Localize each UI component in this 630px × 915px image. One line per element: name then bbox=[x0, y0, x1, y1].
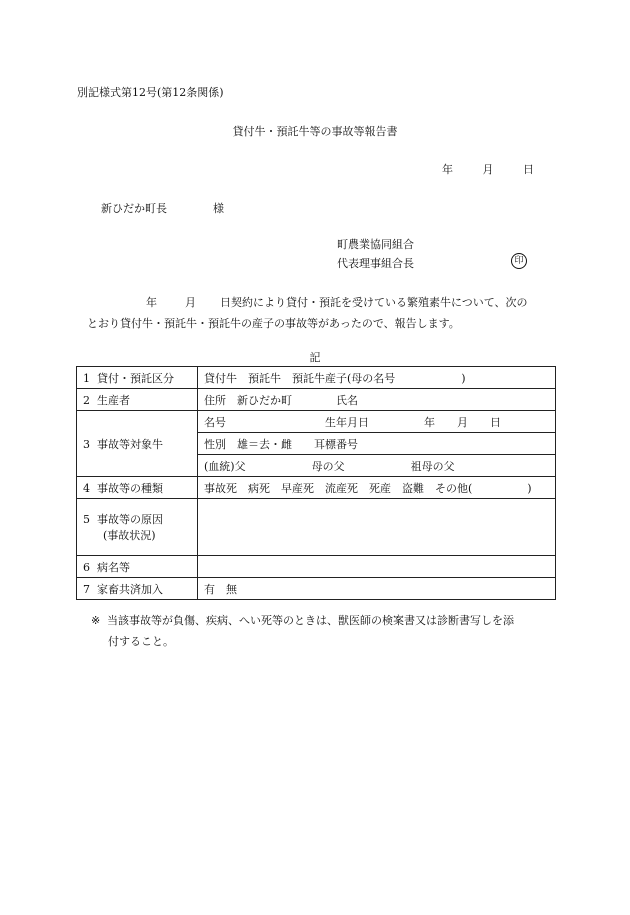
row-number: 5 bbox=[83, 513, 90, 526]
row-label bbox=[77, 389, 198, 411]
accident-type-field[interactable]: 事故死 病死 早産死 流産死 死産 盗難 その他( ) bbox=[198, 477, 556, 499]
note-line-2: 付すること。 bbox=[108, 635, 174, 648]
table-row bbox=[77, 411, 556, 433]
body-line-1 bbox=[146, 294, 528, 310]
sender-org: 町農業協同組合 bbox=[337, 238, 414, 251]
report-table bbox=[76, 366, 556, 600]
row-number: 4 bbox=[83, 481, 90, 495]
body-year: 年 bbox=[146, 296, 157, 309]
row-number: 3 bbox=[83, 437, 90, 451]
row-label bbox=[77, 411, 198, 477]
document-title: 貸付牛・預託牛等の事故等報告書 bbox=[232, 125, 398, 138]
addressee-honorific: 様 bbox=[213, 202, 224, 215]
body-month: 月 bbox=[185, 296, 196, 309]
label-text: 事故等の種類 bbox=[97, 481, 163, 495]
row-number: 6 bbox=[83, 560, 90, 574]
form-number: 別記様式第12号(第12条関係) bbox=[77, 86, 224, 99]
addressee bbox=[101, 200, 224, 216]
cattle-sex-field[interactable]: 性別 雄＝去・雌 耳標番号 bbox=[198, 433, 556, 455]
row-number: 7 bbox=[83, 582, 90, 596]
table-row bbox=[77, 578, 556, 600]
table-row bbox=[77, 499, 556, 556]
row-number: 2 bbox=[83, 393, 90, 407]
cattle-lineage-field[interactable]: (血統)父 母の父 祖母の父 bbox=[198, 455, 556, 477]
label-text: 病名等 bbox=[97, 560, 130, 574]
table-row bbox=[77, 367, 556, 389]
disease-name-field[interactable] bbox=[198, 556, 556, 578]
addressee-name: 新ひだか町長 bbox=[101, 202, 167, 215]
sender-rep: 代表理事組合長 bbox=[337, 257, 414, 270]
row-label bbox=[77, 556, 198, 578]
note-line-1 bbox=[91, 612, 514, 628]
producer-field[interactable]: 住所 新ひだか町 氏名 bbox=[198, 389, 556, 411]
row-number: 1 bbox=[83, 371, 90, 385]
label-text: 生産者 bbox=[97, 393, 130, 407]
label-text: 事故等の原因 bbox=[97, 513, 163, 526]
row-label bbox=[77, 477, 198, 499]
body-line-2: とおり貸付牛・預託牛・預託牛の産子の事故等があったので、報告します。 bbox=[87, 317, 460, 330]
accident-cause-field[interactable] bbox=[198, 499, 556, 556]
note-text: 当該事故等が負傷、疾病、へい死等のときは、獣医師の検案書又は診断書写しを添 bbox=[107, 614, 514, 627]
row-label bbox=[77, 367, 198, 389]
table-row bbox=[77, 556, 556, 578]
label-text: 家畜共済加入 bbox=[97, 582, 163, 596]
body-line-1-text: 日契約により貸付・預託を受けている繁殖素牛について、次の bbox=[220, 296, 528, 309]
table-row bbox=[77, 389, 556, 411]
seal-mark: 印 bbox=[511, 253, 527, 269]
note-mark: ※ bbox=[91, 614, 101, 627]
row-label bbox=[77, 499, 198, 556]
ki-heading: 記 bbox=[309, 351, 321, 364]
category-field[interactable]: 貸付牛 預託牛 預託牛産子(母の名号 ) bbox=[198, 367, 556, 389]
row-label bbox=[77, 578, 198, 600]
cattle-name-field[interactable]: 名号 生年月日 年 月 日 bbox=[198, 411, 556, 433]
label-text: 事故等対象牛 bbox=[97, 437, 163, 451]
label-subtext: (事故状況) bbox=[103, 529, 156, 542]
label-text: 貸付・預託区分 bbox=[97, 371, 174, 385]
table-row bbox=[77, 477, 556, 499]
date-line: 年 月 日 bbox=[442, 163, 534, 176]
insurance-field[interactable]: 有 無 bbox=[198, 578, 556, 600]
